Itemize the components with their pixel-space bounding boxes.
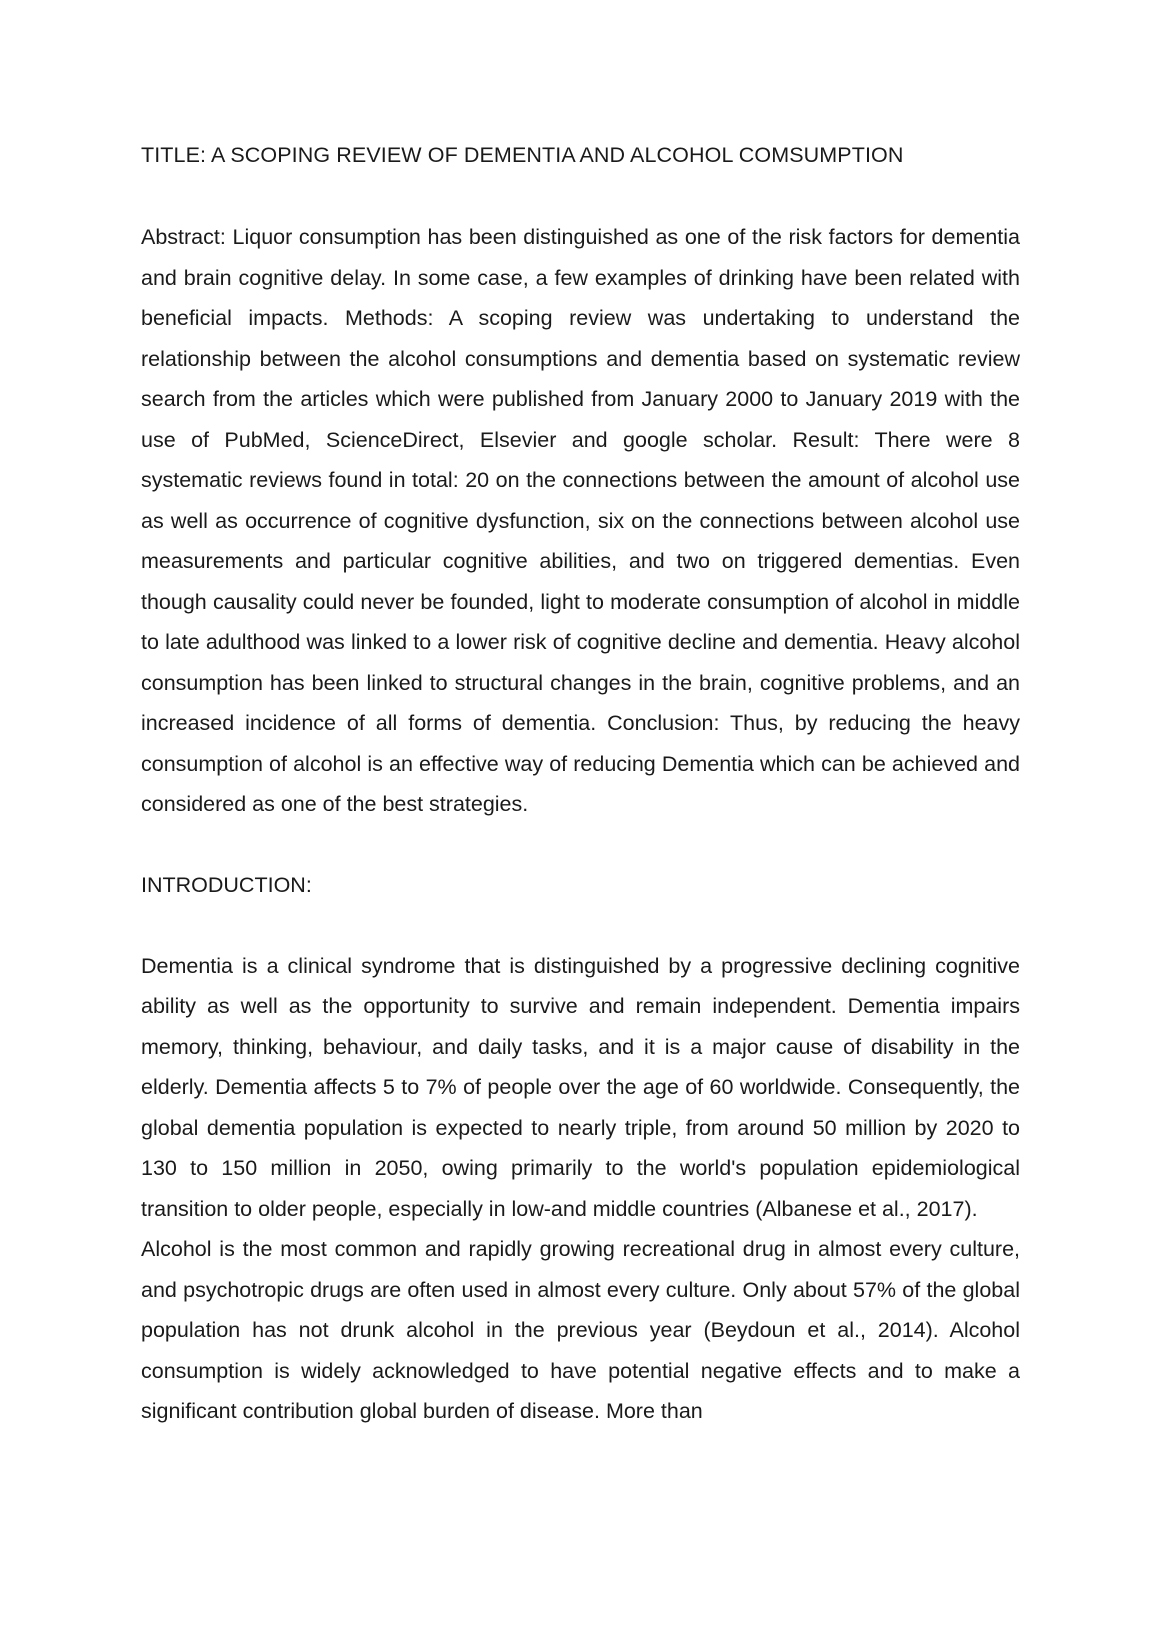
introduction-heading: INTRODUCTION:	[141, 872, 312, 897]
document-title: TITLE: A SCOPING REVIEW OF DEMENTIA AND ALCOHOL COMSUMPTION	[141, 143, 904, 167]
document-page	[141, 135, 1020, 1432]
introduction-paragraph-1: Dementia is a clinical syndrome that is distinguished by a progressive declining cognitive ability as well as the opportunity to survive and remain independent. Dementia impairs memory, thinking, behaviour, and daily tasks, and it is a major cause of disability in the elderly. Dementia affects 5 to 7% of people over the age of 60 worldwide. Consequently, the global dementia population is expected to nearly triple, from around 50 million by 2020 to 130 to 150 million in 2050, owing primarily to the world's population epidemiological transition to older people, especially in low-and middle countries (Albanese et al., 2017).	[141, 953, 1020, 1221]
introduction-paragraph-2: Alcohol is the most common and rapidly growing recreational drug in almost every culture, and psychotropic drugs are often used in almost every culture. Only about 57% of the global population has not drunk alcohol in the previous year (Beydoun et al., 2014). Alcohol consumption is widely acknowledged to have potential negative effects and to make a significant contribution global burden of disease. More than	[141, 1237, 1020, 1423]
abstract-paragraph: Abstract: Liquor consumption has been distinguished as one of the risk factors for dementia and brain cognitive delay. In some case, a few examples of drinking have been related with beneficial impacts. Methods: A scoping review was undertaking to understand the relationship between the alcohol consumptions and dementia based on systematic review search from the articles which were published from January 2000 to January 2019 with the use of PubMed, ScienceDirect, Elsevier and google scholar. Result: There were 8 systematic reviews found in total: 20 on the connections between the amount of alcohol use as well as occurrence of cognitive dysfunction, six on the connections between alcohol use measurements and particular cognitive abilities, and two on triggered dementias. Even though causality could never be founded, light to moderate consumption of alcohol in middle to late adulthood was linked to a lower risk of cognitive decline and dementia. Heavy alcohol consumption has been linked to structural changes in the brain, cognitive problems, and an increased incidence of all forms of dementia. Conclusion: Thus, by reducing the heavy consumption of alcohol is an effective way of reducing Dementia which can be achieved and considered as one of the best strategies.	[141, 225, 1020, 816]
